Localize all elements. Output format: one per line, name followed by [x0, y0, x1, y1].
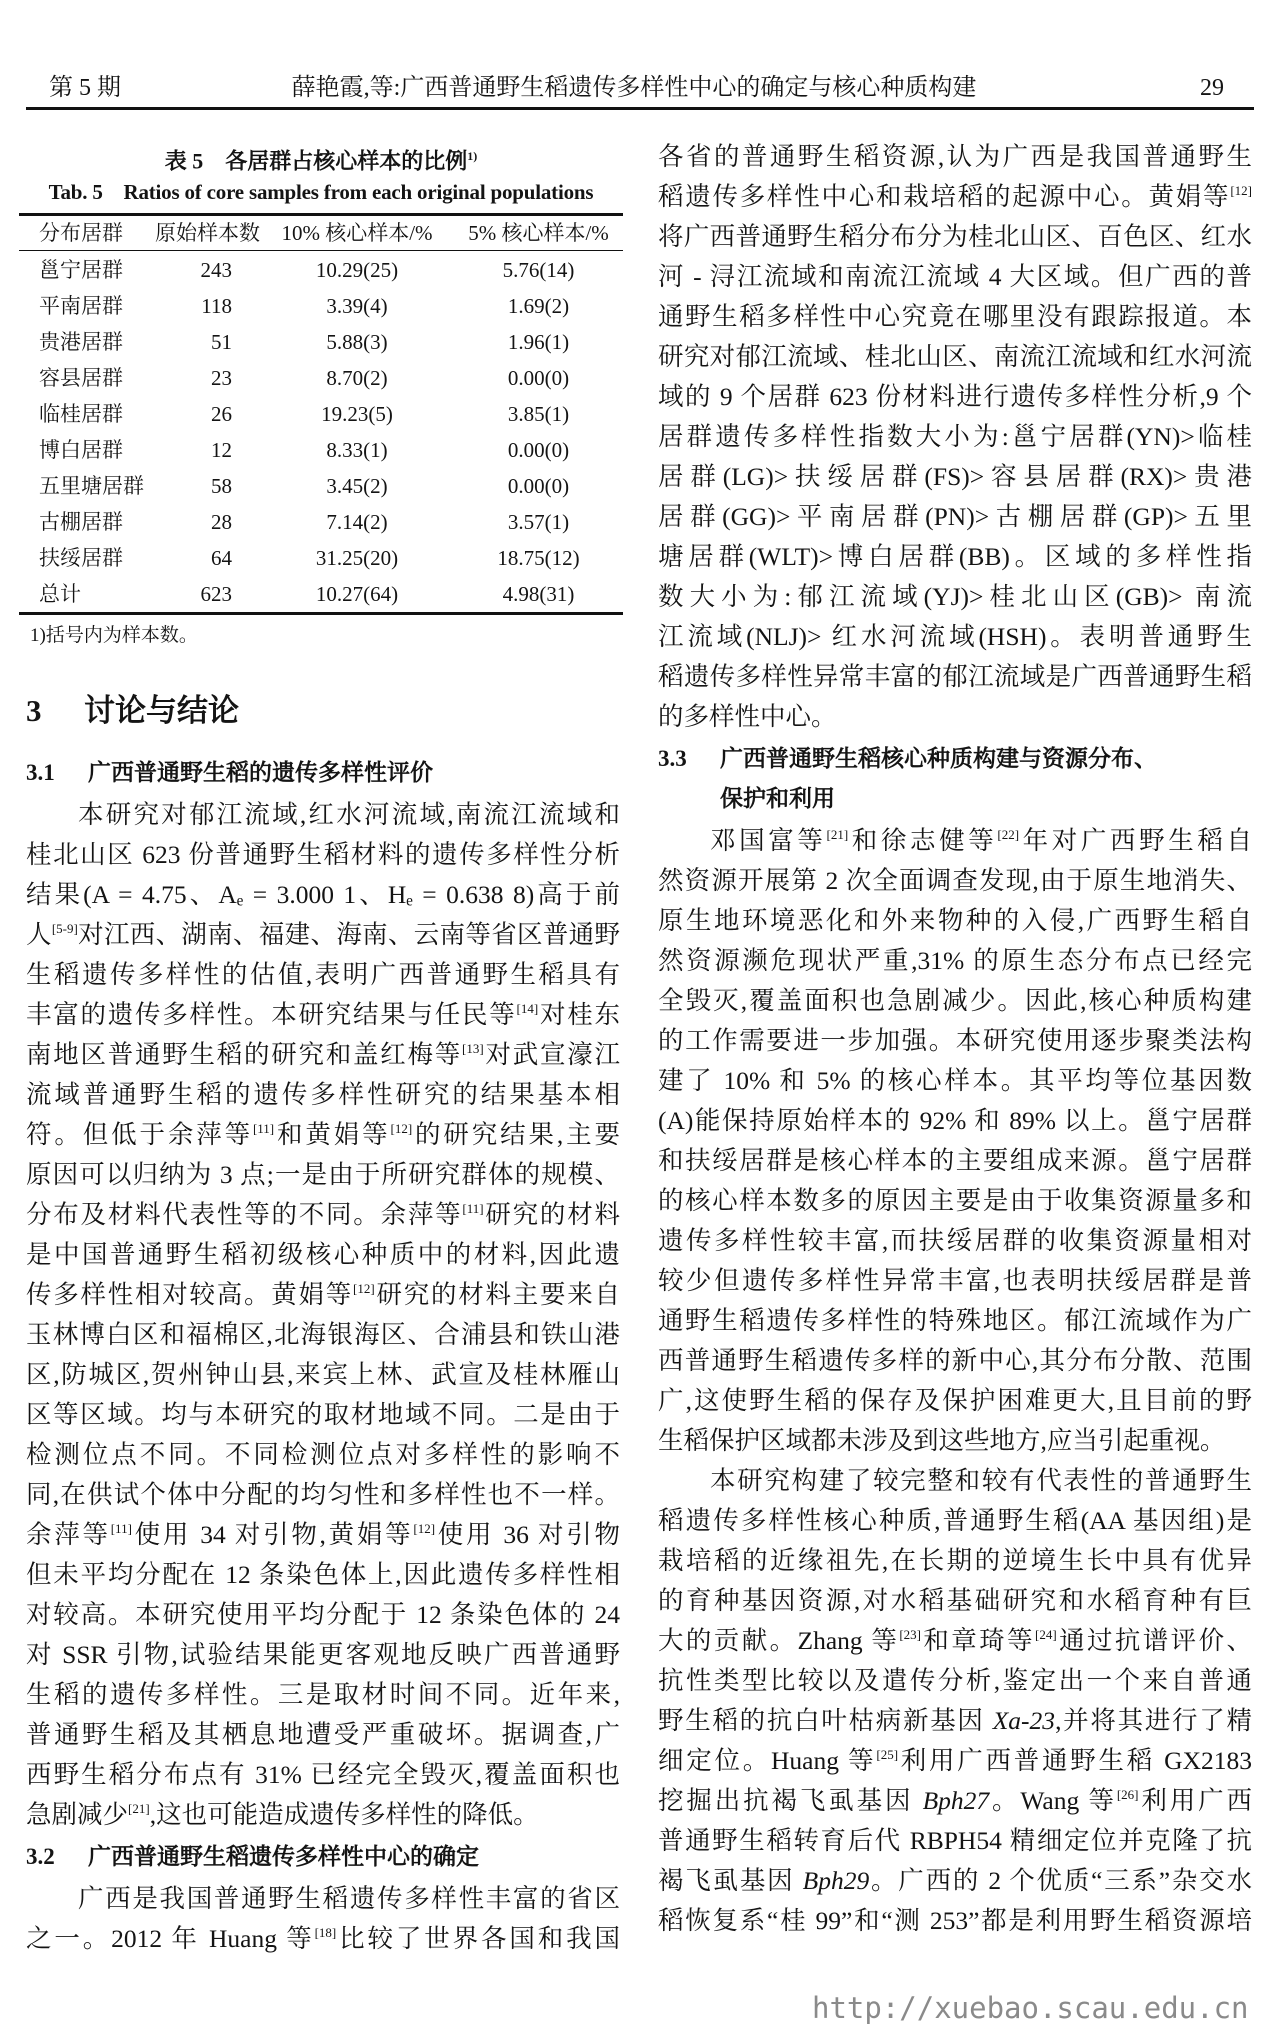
citation: [11] [252, 1121, 275, 1136]
text-line: 域的 9 个居群 623 份材料进行遗传多样性分析,9 个 [658, 382, 1252, 411]
table-cell: 临桂居群 [39, 402, 123, 426]
text-line: 生稻保护区域都未涉及到这些地方,应当引起重视。 [658, 1426, 1226, 1455]
text-line: 稻恢复系“桂 99”和“测 253”都是利用野生稻资源培 [658, 1906, 1252, 1935]
table-cell: 64 [211, 546, 232, 570]
table-cell: 1.69(2) [507, 294, 570, 318]
table-cell: 0.00(0) [507, 474, 570, 498]
text-line: 生稻遗传多样性的估值,表明广西普通野生稻具有 [26, 960, 620, 989]
text-line: 稻遗传多样性异常丰富的郁江流域是广西普通野生稻 [658, 662, 1252, 691]
text-line: 稻遗传多样性中心和栽培稻的起源中心。黄娟等[12] [658, 182, 1252, 211]
text-line: 广西是我国普通野生稻遗传多样性丰富的省区 [78, 1884, 620, 1913]
citation: [21] [826, 827, 849, 842]
running-header-title: 薛艳霞,等:广西普通野生稻遗传多样性中心的确定与核心种质构建 [291, 75, 977, 101]
table-cell: 23 [211, 366, 232, 390]
table-header-row [19, 216, 623, 250]
table-cell: 3.57(1) [507, 510, 570, 534]
subsection-heading [658, 739, 1252, 819]
text-line: 对 SSR 引物,试验结果能更客观地反映广西普通野 [26, 1640, 620, 1669]
text-line: 区等区域。均与本研究的取材地域不同。二是由于 [26, 1400, 620, 1429]
table-row [19, 540, 623, 576]
text-line: 西普通野生稻遗传多样的新中心,其分布分散、范围 [658, 1346, 1252, 1375]
text-line: 生稻的遗传多样性。三是取材时间不同。近年来, [26, 1680, 620, 1709]
table-cell: 平南居群 [39, 294, 123, 318]
table-cell: 51 [211, 330, 232, 354]
table-cell: 7.14(2) [326, 510, 388, 534]
table-cell: 总计 [39, 582, 81, 606]
table-cell: 10.27(64) [315, 582, 399, 606]
table-cell: 19.23(5) [321, 402, 393, 426]
paragraph [658, 137, 1252, 737]
citation: [18] [314, 1925, 337, 1940]
text-line: 江流域(NLJ)> 红水河流域(HSH)。表明普通野生 [658, 622, 1252, 651]
subsection-heading [26, 753, 620, 793]
text-line: 西野生稻分布点有 31% 已经完全毁灭,覆盖面积也 [26, 1760, 620, 1789]
table-row [19, 324, 623, 360]
text-line: 数大小为:郁江流域(YJ)>桂北山区(GB)> 南流 [658, 582, 1252, 611]
table-cell: 邕宁居群 [39, 258, 123, 282]
citation: [11] [110, 1521, 132, 1536]
citation: [11] [462, 1201, 484, 1216]
table-cell: 118 [201, 294, 232, 318]
table-row [19, 360, 623, 396]
text-line: 的核心样本数多的原因主要是由于收集资源量多和 [658, 1186, 1252, 1215]
table-row [19, 432, 623, 468]
text-line: 野生稻的抗白叶枯病新基因 Xa-23,并将其进行了精 [658, 1706, 1252, 1735]
table-title-cn-text: 表 5 各居群占核心样本的比例 [164, 148, 468, 174]
citation: [12] [413, 1521, 436, 1536]
text-line: 研究对郁江流域、桂北山区、南流江流域和红水河流 [658, 342, 1252, 371]
page-number: 29 [1200, 75, 1224, 101]
table-bottom-rule [19, 612, 623, 615]
text-line: 和扶绥居群是核心样本的主要组成来源。邕宁居群 [658, 1146, 1252, 1175]
citation: [14] [516, 1001, 539, 1016]
citation: [24] [1035, 1627, 1057, 1642]
paragraph [658, 821, 1252, 1461]
text-line: 广,这使野生稻的保存及保护困难更大,且目前的野 [658, 1386, 1252, 1415]
table-cell: 3.39(4) [326, 294, 388, 318]
table-cell: 五里塘居群 [39, 474, 144, 498]
table-row [19, 576, 623, 612]
text-line: 对较高。本研究使用平均分配于 12 条染色体的 24 [26, 1600, 620, 1629]
text-line: 传多样性相对较高。黄娟等[12]研究的材料主要来自 [26, 1280, 620, 1309]
text-line: 之一。2012 年 Huang 等[18]比较了世界各国和我国 [26, 1924, 620, 1953]
table-cell: 243 [200, 258, 232, 282]
citation: [5-9] [51, 921, 78, 936]
citation: [23] [899, 1627, 921, 1642]
subsection-title [88, 1837, 479, 1877]
text-line: 全毁灭,覆盖面积也急剧减少。因此,核心种质构建 [658, 986, 1252, 1015]
text-line: 通野生稻遗传多样性的特殊地区。郁江流域作为广 [658, 1306, 1252, 1335]
text-line: 居群遗传多样性指数大小为:邕宁居群(YN)>临桂 [658, 422, 1252, 451]
text-line: 流域普通野生稻的遗传多样性研究的结果基本相 [26, 1080, 620, 1109]
running-header-issue: 第 5 期 [49, 75, 121, 101]
column-header: 5% 核心样本/% [468, 221, 609, 245]
left-column [26, 681, 620, 1959]
citation: [22] [997, 827, 1020, 842]
table-title-en: Tab. 5 Ratios of core samples from each original populations [48, 180, 594, 204]
text-line: 急剧减少[21],这也可能造成遗传多样性的降低。 [26, 1800, 539, 1829]
watermark-url: http://xuebao.scau.edu.cn [812, 1991, 1249, 2025]
citation: [21] [128, 1801, 150, 1816]
table-cell: 4.98(31) [502, 582, 575, 606]
text-line: 普通野生稻及其栖息地遭受严重破坏。据调查,广 [26, 1720, 620, 1749]
table-cell: 贵港居群 [39, 330, 123, 354]
subsection-heading [26, 1837, 620, 1877]
citation: [13] [462, 1041, 484, 1056]
text-line: 的育种基因资源,对水稻基础研究和水稻育种有巨 [658, 1586, 1252, 1615]
table-row [19, 468, 623, 504]
table-cell: 0.00(0) [507, 438, 570, 462]
citation: [12] [1230, 183, 1252, 198]
text-line: (A)能保持原始样本的 92% 和 89% 以上。邕宁居群 [658, 1106, 1252, 1135]
text-line: 然资源濒危现状严重,31% 的原生态分布点已经完 [658, 946, 1252, 975]
text-line: 塘居群(WLT)>博白居群(BB)。区域的多样性指 [658, 542, 1252, 571]
header-rule [26, 107, 1254, 110]
text-line: 将广西普通野生稻分布分为桂北山区、百色区、红水 [658, 222, 1252, 251]
text-line: 遗传多样性较丰富,而扶绥居群的收集资源量相对 [658, 1226, 1252, 1255]
text-line: 桂北山区 623 份普通野生稻材料的遗传多样性分析 [26, 840, 620, 869]
table-row [19, 252, 623, 288]
citation: [25] [876, 1747, 899, 1762]
column-header: 原始样本数 [155, 221, 260, 245]
text-line: 普通野生稻转育后代 RBPH54 精细定位并克隆了抗 [658, 1826, 1252, 1855]
text-line: 区,防城区,贺州钟山县,来宾上林、武宣及桂林雁山 [26, 1360, 620, 1389]
text-line: 是中国普通野生稻初级核心种质中的材料,因此遗 [26, 1240, 620, 1269]
citation: [26] [1116, 1787, 1139, 1802]
text-line: 的多样性中心。 [658, 702, 837, 731]
subsection-title-line: 广西普通野生稻核心种质构建与资源分布、 [720, 746, 1157, 771]
text-line: 大的贡献。Zhang 等[23]和章琦等[24]通过抗谱评价、 [658, 1626, 1252, 1655]
table-cell: 0.00(0) [507, 366, 570, 390]
table-cell: 28 [211, 510, 232, 534]
text-line: 通野生稻多样性中心究竟在哪里没有跟踪报道。本 [658, 302, 1252, 331]
section-number: 3 [26, 693, 42, 728]
table-cell: 3.85(1) [507, 402, 570, 426]
table-row [19, 504, 623, 540]
table-cell: 容县居群 [39, 366, 123, 390]
table-cell: 古棚居群 [39, 510, 123, 534]
text-line: 玉林博白区和福棉区,北海银海区、合浦县和铁山港 [26, 1320, 620, 1349]
citation: [12] [390, 1121, 413, 1136]
text-line: 居群(LG)>扶绥居群(FS)>容县居群(RX)>贵港 [658, 462, 1252, 491]
text-line: 分布及材料代表性等的不同。余萍等[11]研究的材料 [26, 1200, 620, 1229]
table-cell: 1.96(1) [507, 330, 570, 354]
table-cell: 31.25(20) [315, 546, 399, 570]
paragraph [26, 1879, 620, 1959]
table-cell: 5.76(14) [502, 258, 575, 282]
table-cell: 5.88(3) [326, 330, 388, 354]
text-line: 的工作需要进一步加强。本研究使用逐步聚类法构 [658, 1026, 1252, 1055]
text-line: 栽培稻的近缘祖先,在长期的逆境生长中具有优异 [658, 1546, 1252, 1575]
table-cell: 扶绥居群 [39, 546, 123, 570]
text-line: 然资源开展第 2 次全面调查发现,由于原生地消失、 [658, 866, 1252, 895]
text-line: 抗性类型比较以及遣传分析,鉴定出一个来自普通 [658, 1666, 1252, 1695]
table-cell: 623 [200, 582, 232, 606]
paragraph [658, 1461, 1252, 1941]
subsection-title [88, 753, 433, 793]
subsection-title [720, 739, 1157, 819]
table-row [19, 288, 623, 324]
text-line: 余萍等[11]使用 34 对引物,黄娟等[12]使用 36 对引物 [26, 1520, 620, 1549]
text-line: 邓国富等[21]和徐志健等[22]年对广西野生稻自 [710, 826, 1252, 855]
text-line: 原生地环境恶化和外来物种的入侵,广西野生稻自 [658, 906, 1252, 935]
core-sample-ratio-table [19, 216, 623, 612]
text-line: 南地区普通野生稻的研究和盖红梅等[13]对武宣濠江 [26, 1040, 620, 1069]
table-cell: 58 [211, 474, 232, 498]
text-line: 细定位。Huang 等[25]利用广西普通野生稻 GX2183 [658, 1746, 1252, 1775]
text-line: 居群(GG)>平南居群(PN)>古棚居群(GP)>五里 [658, 502, 1252, 531]
text-line: 建了 10% 和 5% 的核心样本。其平均等位基因数 [658, 1066, 1252, 1095]
table-cell: 3.45(2) [326, 474, 388, 498]
right-column [658, 137, 1252, 1941]
text-line: 但未平均分配在 12 条染色体上,因此遗传多样性相 [26, 1560, 620, 1589]
text-line: 挖掘出抗褐飞虱基因 Bph27。Wang 等[26]利用广西 [658, 1786, 1252, 1815]
citation: [12] [353, 1281, 375, 1296]
text-line: 本研究构建了较完整和较有代表性的普通野生 [710, 1466, 1252, 1495]
table-cell: 12 [211, 438, 232, 462]
table-cell: 26 [211, 402, 232, 426]
section-heading [26, 681, 620, 751]
paragraph [26, 795, 620, 1835]
subsection-title-line: 广西普通野生稻遗传多样性中心的确定 [88, 1844, 479, 1869]
text-line: 检测位点不同。不同检测位点对多样性的影响不 [26, 1440, 620, 1469]
subsection-number: 3.3 [658, 746, 687, 771]
table-cell: 博白居群 [39, 438, 123, 462]
column-header: 分布居群 [39, 221, 123, 245]
text-line: 原因可以归纳为 3 点;一是由于所研究群体的规模、 [26, 1160, 620, 1189]
text-line: 结果(A = 4.75、Aₑ = 3.000 1、Hₑ = 0.638 8)高于前 [26, 880, 620, 909]
text-line: 符。但低于余萍等[11]和黄娟等[12]的研究结果,主要 [26, 1120, 620, 1149]
text-line: 同,在供试个体中分配的均匀性和多样性也不一样。 [26, 1480, 620, 1509]
table-cell: 8.33(1) [326, 438, 388, 462]
text-line: 褐飞虱基因 Bph29。广西的 2 个优质“三系”杂交水 [658, 1866, 1252, 1895]
table-cell: 8.70(2) [326, 366, 388, 390]
table-footnote: 1)括号内为样本数。 [30, 625, 198, 646]
table-row [19, 396, 623, 432]
text-line: 较少但遗传多样性异常丰富,也表明扶绥居群是普 [658, 1266, 1252, 1295]
subsection-number: 3.2 [26, 1844, 55, 1869]
subsection-number: 3.1 [26, 760, 55, 785]
text-line: 河 - 浔江流域和南流江流域 4 大区域。但广西的普 [658, 262, 1252, 291]
subsection-title-line: 保护和利用 [720, 786, 835, 811]
column-header: 10% 核心样本/% [281, 221, 433, 245]
table-cell: 18.75(12) [497, 546, 580, 570]
text-line: 丰富的遗传多样性。本研究结果与任民等[14]对桂东 [26, 1000, 620, 1029]
text-line: 各省的普通野生稻资源,认为广西是我国普通野生 [658, 142, 1252, 171]
subsection-title-line: 广西普通野生稻的遗传多样性评价 [88, 760, 433, 785]
table-title-note-mark: 1) [467, 149, 478, 163]
section-title: 讨论与结论 [84, 693, 239, 728]
text-line: 本研究对郁江流域,红水河流域,南流江流域和 [78, 800, 620, 829]
text-line: 人[5-9]对江西、湖南、福建、海南、云南等省区普通野 [26, 920, 620, 949]
table-cell: 10.29(25) [315, 258, 399, 282]
text-line: 稻遗传多样性核心种质,普通野生稻(AA 基因组)是 [658, 1506, 1252, 1535]
